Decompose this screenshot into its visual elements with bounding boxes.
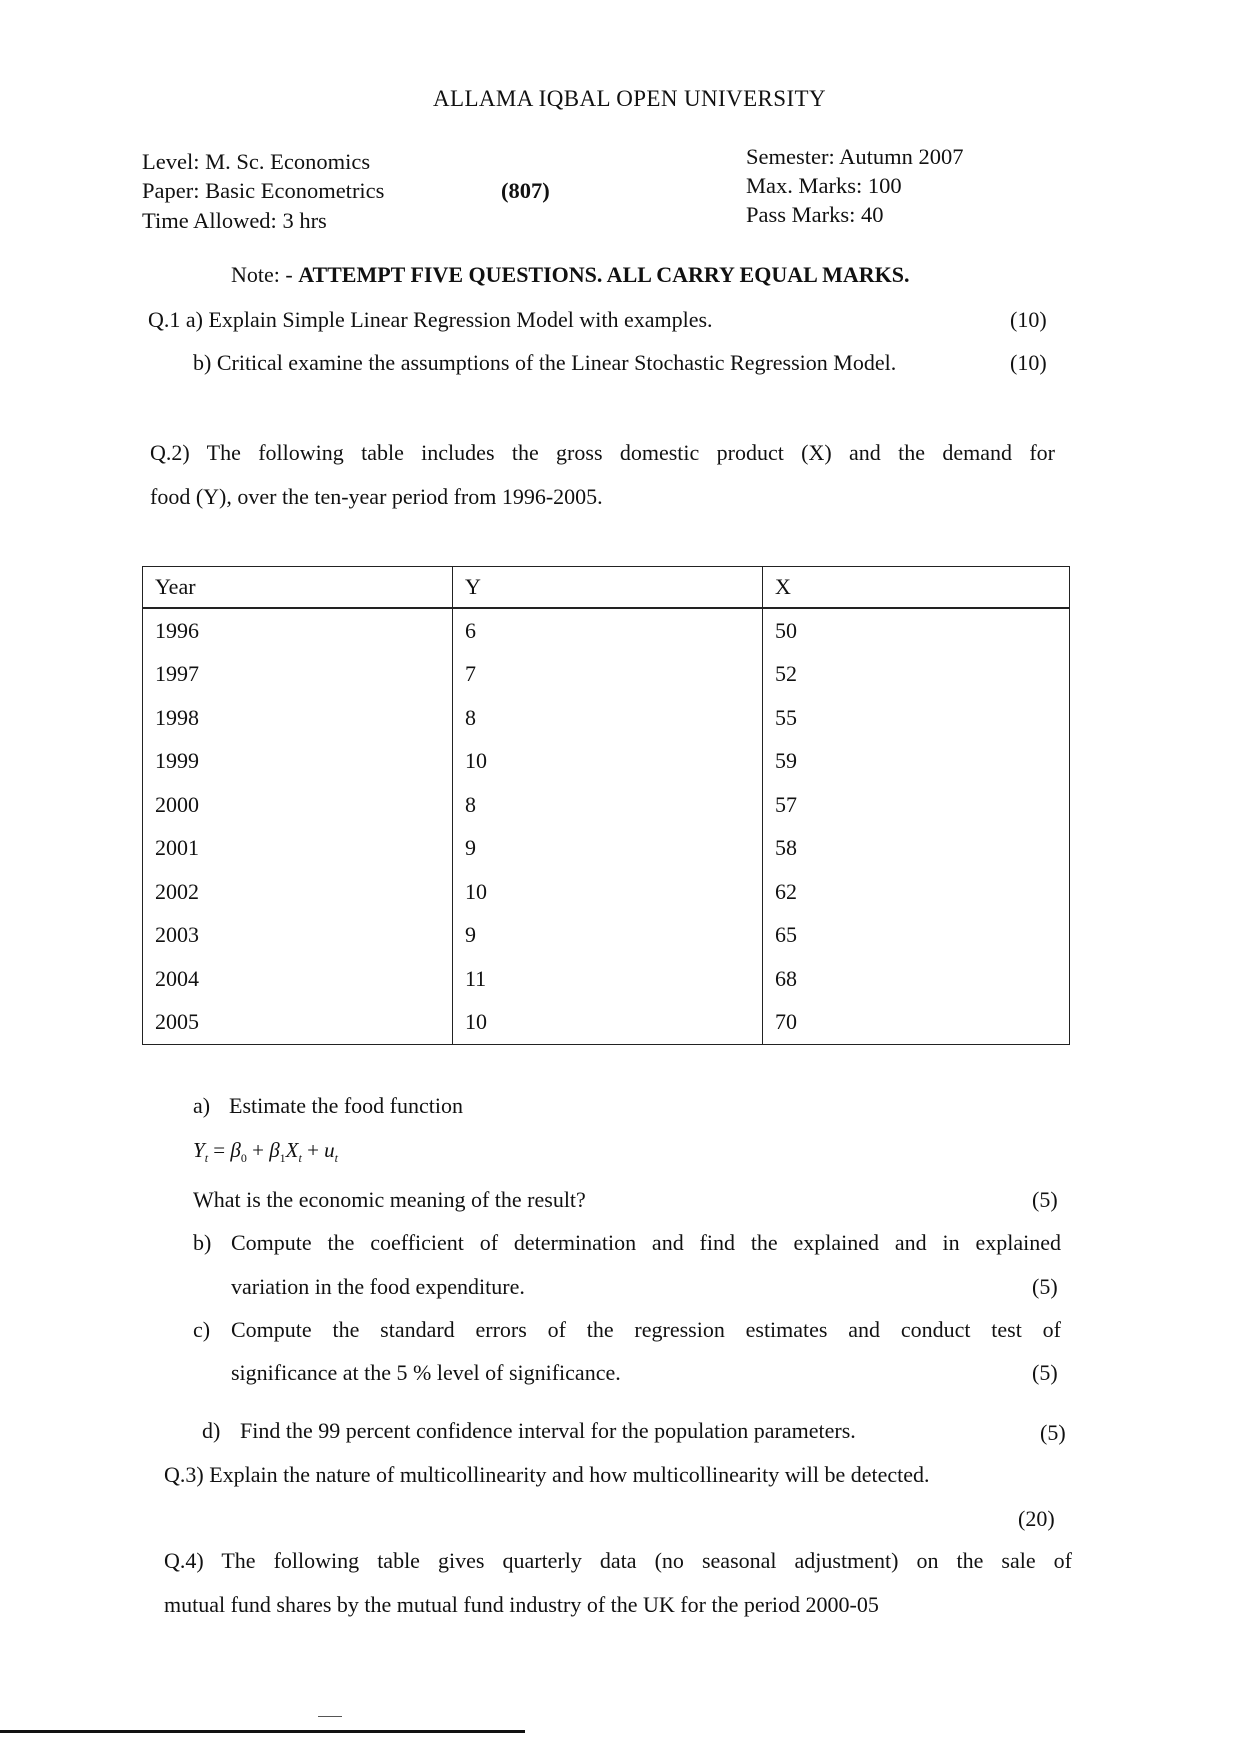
note-prefix: Note: - bbox=[231, 262, 299, 287]
cell-year: 2005 bbox=[143, 1001, 453, 1045]
header-y: Y bbox=[453, 567, 763, 609]
cell-year: 1999 bbox=[143, 740, 453, 784]
table-row bbox=[143, 740, 1070, 784]
q4-line1: Q.4) The following table gives quarterly data (no seasonal adjustment) on the sale of bbox=[164, 1548, 1072, 1573]
cell-x: 57 bbox=[763, 783, 1070, 827]
q2-a-question: What is the economic meaning of the result? bbox=[193, 1187, 586, 1212]
cell-y: 9 bbox=[453, 914, 763, 958]
q2-b-marks: (5) bbox=[1032, 1274, 1058, 1299]
cell-x: 59 bbox=[763, 740, 1070, 784]
cell-year: 1996 bbox=[143, 608, 453, 653]
q2-c-line1: Compute the standard errors of the regression estimates and conduct test of bbox=[231, 1317, 1061, 1342]
cell-year: 1998 bbox=[143, 696, 453, 740]
note-text: ATTEMPT FIVE QUESTIONS. ALL CARRY EQUAL MARKS. bbox=[298, 262, 910, 287]
q2-d-marks: (5) bbox=[1040, 1420, 1066, 1445]
cell-y: 10 bbox=[453, 1001, 763, 1045]
cell-x: 55 bbox=[763, 696, 1070, 740]
cell-x: 65 bbox=[763, 914, 1070, 958]
table-row bbox=[143, 827, 1070, 871]
cell-x: 68 bbox=[763, 957, 1070, 1001]
cell-x: 58 bbox=[763, 827, 1070, 871]
paper-line: Paper: Basic Econometrics bbox=[142, 178, 385, 203]
q2-a-label: a) bbox=[193, 1093, 211, 1118]
time-allowed-line: Time Allowed: 3 hrs bbox=[142, 208, 327, 233]
table-row bbox=[143, 783, 1070, 827]
table-header-row bbox=[143, 567, 1070, 609]
q2-c-line2: significance at the 5 % level of significance. bbox=[231, 1360, 621, 1385]
gdp-food-table bbox=[142, 566, 1070, 1045]
q2-b-line1: Compute the coefficient of determination and find the explained and in explained bbox=[231, 1230, 1061, 1255]
scan-mark bbox=[318, 1716, 342, 1717]
q1-a: Q.1 a) Explain Simple Linear Regression Model with examples. bbox=[148, 307, 713, 332]
q2-a-text: Estimate the food function bbox=[229, 1093, 463, 1118]
level-line: Level: M. Sc. Economics bbox=[142, 149, 371, 174]
header-year: Year bbox=[143, 567, 453, 609]
bottom-rule bbox=[0, 1730, 525, 1733]
table-row bbox=[143, 1001, 1070, 1045]
q2-intro-line2: food (Y), over the ten-year period from 1996-2005. bbox=[150, 484, 603, 509]
table-row bbox=[143, 608, 1070, 653]
q1-b: b) Critical examine the assumptions of the Linear Stochastic Regression Model. bbox=[193, 350, 897, 375]
q3-marks: (20) bbox=[1018, 1506, 1055, 1531]
header-x: X bbox=[763, 567, 1070, 609]
cell-year: 2002 bbox=[143, 870, 453, 914]
q4-line2: mutual fund shares by the mutual fund industry of the UK for the period 2000-05 bbox=[164, 1592, 879, 1617]
university-title: ALLAMA IQBAL OPEN UNIVERSITY bbox=[432, 86, 827, 111]
cell-year: 2000 bbox=[143, 783, 453, 827]
cell-y: 8 bbox=[453, 696, 763, 740]
cell-y: 7 bbox=[453, 653, 763, 697]
q2-c-label: c) bbox=[193, 1317, 211, 1342]
cell-x: 62 bbox=[763, 870, 1070, 914]
q2-a-marks: (5) bbox=[1032, 1187, 1058, 1212]
cell-year: 2003 bbox=[143, 914, 453, 958]
q2-intro-line1: Q.2) The following table includes the gross domestic product (X) and the demand for bbox=[150, 440, 1055, 465]
food-function-equation: $Y_t = \beta_0 + \beta_1X_t + u_t$ bbox=[193, 1138, 339, 1166]
table-row bbox=[143, 957, 1070, 1001]
cell-year: 1997 bbox=[143, 653, 453, 697]
q2-b-label: b) bbox=[193, 1230, 212, 1255]
table-row bbox=[143, 914, 1070, 958]
table-row bbox=[143, 653, 1070, 697]
cell-x: 70 bbox=[763, 1001, 1070, 1045]
q2-b-line2: variation in the food expenditure. bbox=[231, 1274, 525, 1299]
q2-d-label: d) bbox=[202, 1418, 221, 1443]
semester-line: Semester: Autumn 2007 bbox=[746, 144, 964, 169]
pass-marks-line: Pass Marks: 40 bbox=[746, 202, 884, 227]
note-line bbox=[231, 262, 909, 288]
cell-year: 2001 bbox=[143, 827, 453, 871]
q1-b-marks: (10) bbox=[1010, 350, 1047, 375]
max-marks-line: Max. Marks: 100 bbox=[746, 173, 902, 198]
cell-y: 6 bbox=[453, 608, 763, 653]
q1-a-marks: (10) bbox=[1010, 307, 1047, 332]
cell-y: 8 bbox=[453, 783, 763, 827]
table-row bbox=[143, 870, 1070, 914]
cell-y: 11 bbox=[453, 957, 763, 1001]
table-row bbox=[143, 696, 1070, 740]
cell-y: 10 bbox=[453, 740, 763, 784]
q3-text: Q.3) Explain the nature of multicollinearity and how multicollinearity will be detected. bbox=[164, 1462, 930, 1487]
cell-x: 52 bbox=[763, 653, 1070, 697]
cell-y: 10 bbox=[453, 870, 763, 914]
q2-d-text: Find the 99 percent confidence interval for the population parameters. bbox=[240, 1418, 856, 1443]
cell-year: 2004 bbox=[143, 957, 453, 1001]
paper-code: (807) bbox=[501, 178, 550, 203]
cell-x: 50 bbox=[763, 608, 1070, 653]
cell-y: 9 bbox=[453, 827, 763, 871]
q2-c-marks: (5) bbox=[1032, 1360, 1058, 1385]
